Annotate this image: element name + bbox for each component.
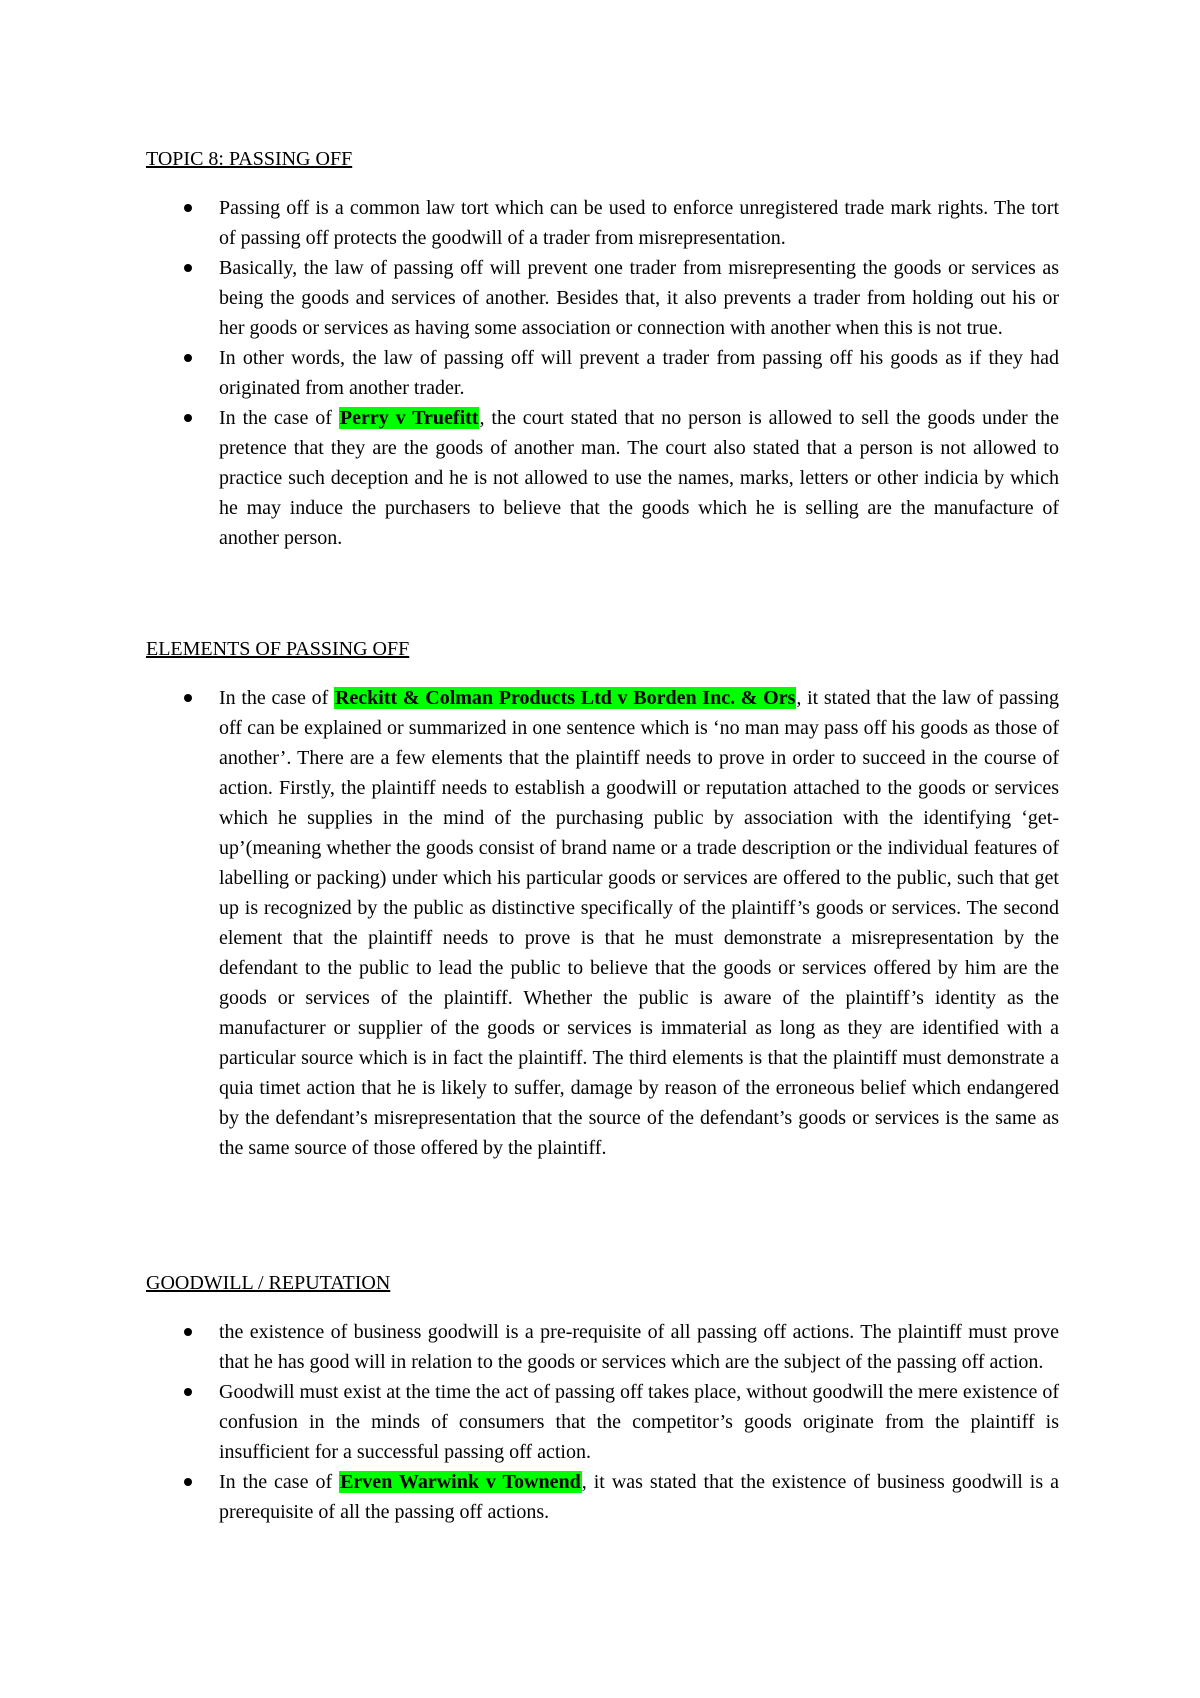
list-item xyxy=(146,1317,1059,1377)
bullet-list-goodwill xyxy=(146,1317,1059,1527)
section-heading-topic-8: TOPIC 8: PASSING OFF xyxy=(146,148,353,170)
bullet-list-elements xyxy=(146,683,1059,1163)
bullet-icon xyxy=(184,414,192,422)
item-text: the existence of business goodwill is a pre-requisite of all passing off actions. The plaintiff must prove that he has good will in relation to the goods or services which are the subject of the passing off action. xyxy=(219,1321,1059,1373)
item-text: Goodwill must exist at the time the act of passing off takes place, without goodwill the mere existence of confusion in the minds of consumers that the competitor’s goods originate from the plaintiff is insufficient for a successful passing off action. xyxy=(219,1381,1059,1463)
list-item xyxy=(146,343,1059,403)
item-text-before: In the case of xyxy=(219,407,339,429)
item-text-after: , it stated that the law of passing off can be explained or summarized in one sentence which is ‘no man may pass off his goods as those of another’. There are a few elements that the plaintiff needs to prove in order to succeed in the course of action. Firstly, the plaintiff needs to establish a goodwill or reputation attached to the goods or services which he supplies in the mind of the purchasing public by association with the identifying ‘get-up’(meaning whether the goods consist of brand name or a trade description or the individual features of labelling or packing) under which his particular goods or services are offered to the public, such that get up is recognized by the public as distinctive specifically of the plaintiff’s goods or services. The second element that the plaintiff needs to prove is that he must demonstrate a misrepresentation by the defendant to the public to lead the public to believe that the goods or services offered by him are the goods or services of the plaintiff. Whether the public is aware of the plaintiff’s identity as the manufacturer or supplier of the goods or services is immaterial as long as they are identified with a particular source which is in fact the plaintiff. The third elements is that the plaintiff must demonstrate a quia timet action that he is likely to suffer, damage by reason of the erroneous belief which endangered by the defendant’s misrepresentation that the source of the defendant’s goods or services is the same as the same source of those offered by the plaintiff. xyxy=(219,687,1060,1159)
bullet-icon xyxy=(184,1388,192,1396)
item-text-after: , it was stated that the existence of business goodwill is a prerequisite of all the passing off actions. xyxy=(219,1471,1059,1523)
list-item xyxy=(146,253,1059,343)
item-text-before: In the case of xyxy=(219,1471,340,1493)
section-heading-elements: ELEMENTS OF PASSING OFF xyxy=(146,638,410,660)
case-name-highlight: Reckitt & Colman Products Ltd v Borden Inc. & Ors xyxy=(334,687,796,709)
case-name-highlight: Perry v Truefitt xyxy=(339,407,479,429)
bullet-list-topic-8 xyxy=(146,193,1059,553)
item-text-before: In the case of xyxy=(219,687,334,709)
item-text-after: , the court stated that no person is allowed to sell the goods under the pretence that they are the goods of another man. The court also stated that a person is not allowed to practice such deception and he is not allowed to use the names, marks, letters or other indicia by which he may induce the purchasers to believe that the goods which he is selling are the manufacture of another person. xyxy=(219,407,1060,549)
list-item xyxy=(146,1377,1059,1467)
bullet-icon xyxy=(184,354,192,362)
bullet-icon xyxy=(184,204,192,212)
section-heading-goodwill: GOODWILL / REPUTATION xyxy=(146,1272,391,1294)
item-text: Basically, the law of passing off will prevent one trader from misrepresenting the goods or services as being the goods and services of another. Besides that, it also prevents a trader from holding out his or her goods or services as having some association or connection with another when this is not true. xyxy=(219,257,1059,339)
bullet-icon xyxy=(184,1328,192,1336)
bullet-icon xyxy=(184,264,192,272)
list-item xyxy=(146,193,1059,253)
bullet-icon xyxy=(184,694,192,702)
case-name-highlight: Erven Warwink v Townend xyxy=(340,1471,581,1493)
bullet-icon xyxy=(184,1478,192,1486)
list-item xyxy=(146,1467,1059,1527)
list-item xyxy=(146,683,1059,1163)
list-item xyxy=(146,403,1059,553)
item-text: Passing off is a common law tort which can be used to enforce unregistered trade mark rights. The tort of passing off protects the goodwill of a trader from misrepresentation. xyxy=(219,197,1059,249)
item-text: In other words, the law of passing off will prevent a trader from passing off his goods as if they had originated from another trader. xyxy=(219,347,1059,399)
